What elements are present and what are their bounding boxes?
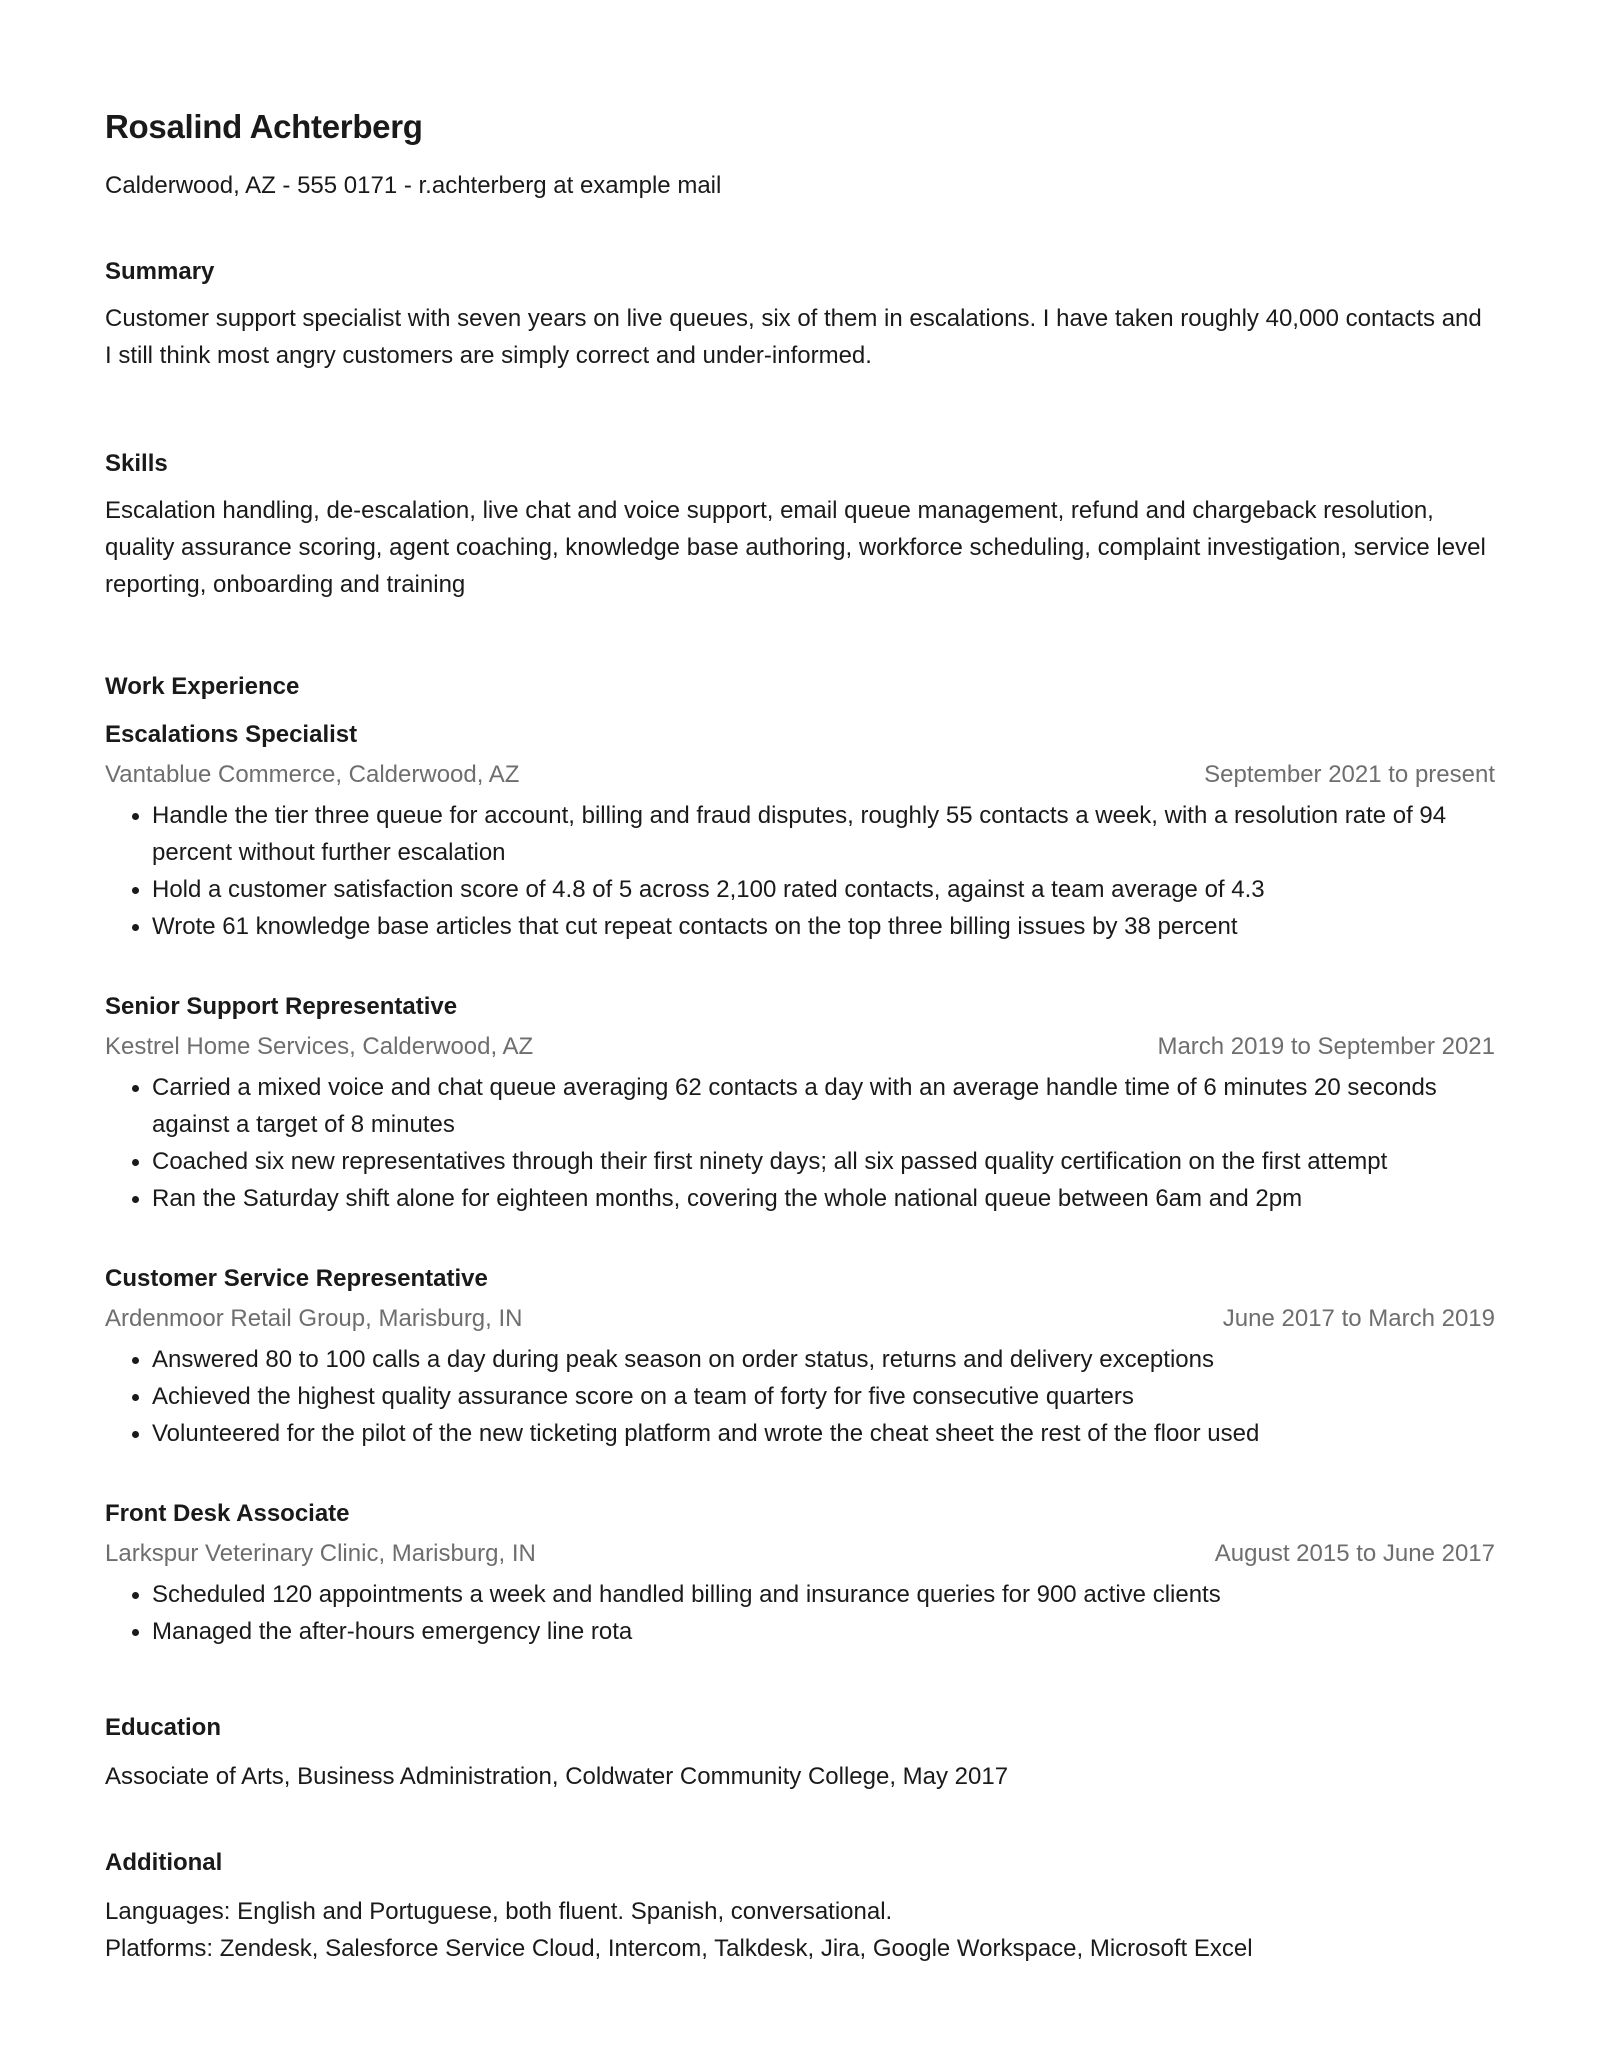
job-meta	[105, 1301, 1495, 1337]
job-entry	[105, 717, 1505, 945]
bullet-item: Scheduled 120 appointments a week and handled billing and insurance queries for 900 active clients	[105, 1576, 1505, 1613]
job-company: Vantablue Commerce, Calderwood, AZ	[105, 761, 520, 788]
education-heading: Education	[105, 1714, 222, 1741]
candidate-name: Rosalind Achterberg	[105, 108, 423, 145]
job-bullets	[105, 1576, 1505, 1650]
summary-heading: Summary	[105, 258, 215, 285]
education-section	[105, 1710, 1505, 1795]
additional-section	[105, 1845, 1505, 1967]
additional-languages: Languages: English and Portuguese, both fluent. Spanish, conversational.	[105, 1898, 893, 1925]
job-entry	[105, 1496, 1505, 1650]
job-entry	[105, 989, 1505, 1217]
skills-heading: Skills	[105, 450, 168, 477]
additional-heading: Additional	[105, 1849, 223, 1876]
bullet-item: Hold a customer satisfaction score of 4.8 of 5 across 2,100 rated contacts, against a team average of 4.3	[105, 871, 1505, 908]
job-company: Kestrel Home Services, Calderwood, AZ	[105, 1033, 534, 1060]
job-entry	[105, 1261, 1505, 1452]
work-experience-section	[105, 669, 1505, 1650]
contact-line: Calderwood, AZ - 555 0171 - r.achterberg at example mail	[105, 172, 722, 199]
job-title: Front Desk Associate	[105, 1500, 350, 1527]
education-text: Associate of Arts, Business Administration, Coldwater Community College, May 2017	[105, 1763, 1009, 1790]
job-meta	[105, 1029, 1495, 1065]
skills-text: Escalation handling, de-escalation, live chat and voice support, email queue management, refund and chargeback resolution, quality assurance scoring, agent coaching, knowledge base authoring, workforce scheduling, complaint investigation, service level reporting, onboarding and training	[105, 497, 1486, 598]
job-title: Escalations Specialist	[105, 721, 358, 748]
bullet-item: Ran the Saturday shift alone for eighteen months, covering the whole national queue between 6am and 2pm	[105, 1180, 1505, 1217]
additional-lines	[105, 1893, 1505, 1967]
job-dates: September 2021 to present	[1204, 761, 1495, 788]
job-company: Larkspur Veterinary Clinic, Marisburg, IN	[105, 1540, 536, 1567]
bullet-item: Answered 80 to 100 calls a day during peak season on order status, returns and delivery exceptions	[105, 1341, 1505, 1378]
work-experience-heading: Work Experience	[105, 673, 300, 700]
resume-page	[105, 100, 1505, 1967]
bullet-item: Managed the after-hours emergency line rota	[105, 1613, 1505, 1650]
additional-platforms: Platforms: Zendesk, Salesforce Service Cloud, Intercom, Talkdesk, Jira, Google Workspace, Microsoft Excel	[105, 1935, 1253, 1962]
job-dates: August 2015 to June 2017	[1214, 1540, 1495, 1567]
bullet-item: Achieved the highest quality assurance score on a team of forty for five consecutive quarters	[105, 1378, 1505, 1415]
job-bullets	[105, 1341, 1505, 1452]
bullet-item: Carried a mixed voice and chat queue averaging 62 contacts a day with an average handle time of 6 minutes 20 seconds against a target of 8 minutes	[105, 1069, 1505, 1143]
job-title: Senior Support Representative	[105, 993, 458, 1020]
summary-text: Customer support specialist with seven years on live queues, six of them in escalations. I have taken roughly 40,000 contacts and I still think most angry customers are simply correct and under-informed.	[105, 305, 1482, 369]
job-company: Ardenmoor Retail Group, Marisburg, IN	[105, 1305, 523, 1332]
bullet-item: Wrote 61 knowledge base articles that cut repeat contacts on the top three billing issues by 38 percent	[105, 908, 1505, 945]
job-dates: June 2017 to March 2019	[1222, 1305, 1495, 1332]
job-meta	[105, 1536, 1495, 1572]
bullet-item: Coached six new representatives through their first ninety days; all six passed quality certification on the first attempt	[105, 1143, 1505, 1180]
bullet-item: Handle the tier three queue for account, billing and fraud disputes, roughly 55 contacts a week, with a resolution rate of 94 percent without further escalation	[105, 797, 1505, 871]
skills-section	[105, 446, 1505, 603]
job-dates: March 2019 to September 2021	[1157, 1033, 1495, 1060]
job-bullets	[105, 797, 1505, 945]
summary-section	[105, 254, 1505, 374]
job-meta	[105, 757, 1495, 793]
bullet-item: Volunteered for the pilot of the new ticketing platform and wrote the cheat sheet the rest of the floor used	[105, 1415, 1505, 1452]
job-title: Customer Service Representative	[105, 1265, 488, 1292]
job-bullets	[105, 1069, 1505, 1217]
